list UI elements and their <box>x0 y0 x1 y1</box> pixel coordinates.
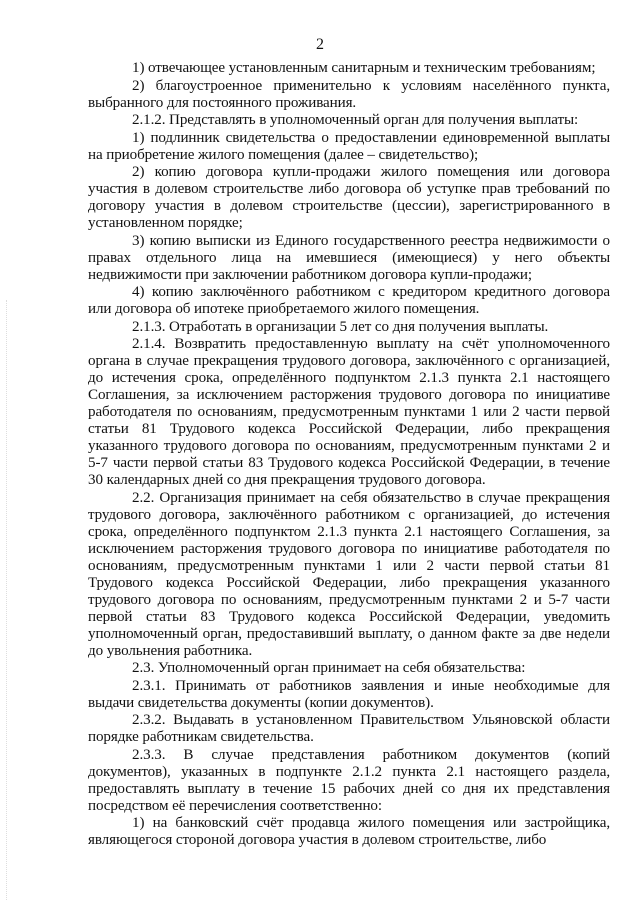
paragraph: 2.1.4. Возвратить предоставленную выплату на счёт уполномоченного органа в случае прекращения трудового договора, заключённого с организацией, до истечения срока, определённого подпунктом 2.1.3 пункта 2.1 настоящего Соглашения, за исключением расторжения трудового договора по инициативе работодателя по основаниям, предусмотренным пунктами 1 или 2 части первой статьи 81 Трудового кодекса Российской Федерации, либо прекращения указанного трудового договора по основаниям, предусмотренным пунктами 2 и 5-7 части первой статьи 83 Трудового кодекса Российской Федерации, в течение 30 календарных дней со дня прекращения трудового договора. <box>88 336 610 488</box>
paragraph: 1) на банковский счёт продавца жилого помещения или застройщика, являющегося стороной договора участия в долевом строительстве, либо <box>88 815 610 848</box>
paragraph: 2.3. Уполномоченный орган принимает на себя обязательства: <box>132 660 526 676</box>
paragraph: 2.3.2. Выдавать в установленном Правительством Ульяновской области порядке работникам свидетельства. <box>88 712 610 745</box>
paragraph: 2) копию договора купли-продажи жилого помещения или договора участия в долевом строительстве либо договора об уступке прав требований по договору участия в долевом строительстве (цессии), зарегистрированного в установленном порядке; <box>88 164 610 231</box>
paragraph: 2.3.3. В случае представления работником документов (копий документов), указанных в подпункте 2.1.2 пункта 2.1 настоящего раздела, предоставлять выплату в течение 15 рабочих дней со дня их представления посредством её перечисления соответственно: <box>88 746 610 814</box>
paragraph: 1) отвечающее установленным санитарным и техническим требованиям; <box>132 60 596 76</box>
paragraph: 2) благоустроенное применительно к условиям населённого пункта, выбранного для постоянного проживания. <box>88 77 610 111</box>
paragraph: 4) копию заключённого работником с кредитором кредитного договора или договора об ипотеке приобретаемого жилого помещения. <box>88 284 610 317</box>
paragraph: 2.1.3. Отработать в организации 5 лет со дня получения выплаты. <box>132 318 549 335</box>
document-body <box>88 60 610 850</box>
scan-margin-artifact <box>6 300 9 900</box>
paragraph: 3) копию выписки из Единого государственного реестра недвижимости о правах отдельного лица на имевшиеся (имеющиеся) у него объекты недвижимости при заключении работником договора купли-продажи; <box>88 232 610 283</box>
paragraph: 1) подлинник свидетельства о предоставлении единовременной выплаты на приобретение жилого помещения (далее – свидетельство); <box>88 129 610 163</box>
paragraph: 2.1.2. Представлять в уполномоченный орган для получения выплаты: <box>132 112 579 128</box>
page-number: 2 <box>316 36 324 53</box>
paragraph: 2.3.1. Принимать от работников заявления и иные необходимые для выдачи свидетельства документы (копии документов). <box>88 677 610 711</box>
paragraph: 2.2. Организация принимает на себя обязательство в случае прекращения трудового договора, заключённого работником с организацией, до истечения срока, определённого подпунктом 2.1.3 пункта 2.1 настоящего Соглашения, за исключением расторжения трудового договора по инициативе работодателя по основаниям, предусмотренным пунктами 1 или 2 части первой статьи 81 Трудового кодекса Российской Федерации, либо прекращения указанного трудового договора по основаниям, предусмотренным пунктами 2 и 5-7 части первой статьи 83 Трудового кодекса Российской Федерации, уведомить уполномоченный орган, предоставивший выплату, о данном факте за две недели до увольнения работника. <box>88 489 610 659</box>
